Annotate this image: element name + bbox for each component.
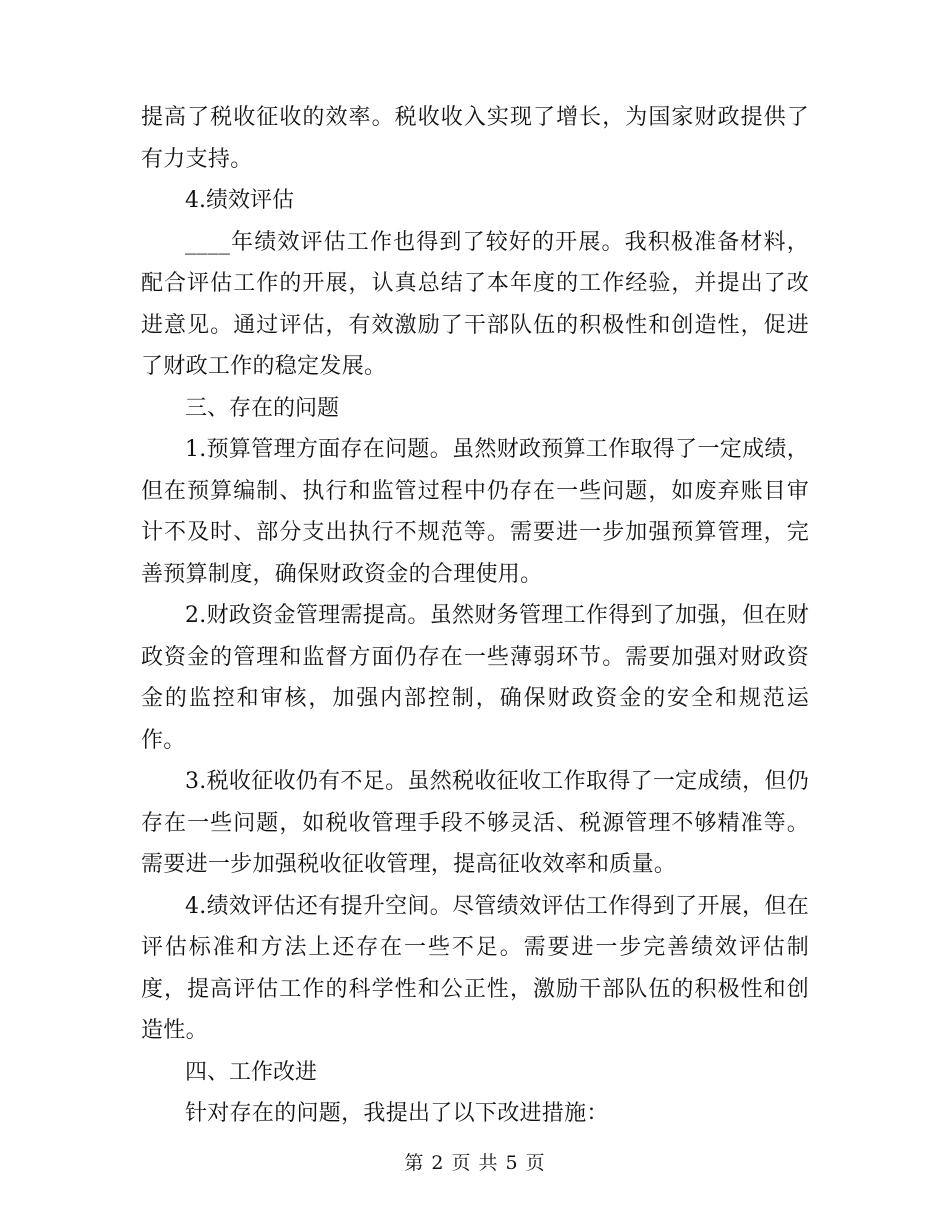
paragraph-budget-management-problem: 1.预算管理方面存在问题。虽然财政预算工作取得了一定成绩，但在预算编制、执行和监管过程中仍存在一些问题，如废弃账目审计不及时、部分支出执行不规范等。需要进一步加强预算管理，完善预算制度，确保财政资金的合理使用。: [141, 437, 809, 587]
paragraph-tax-efficiency: 提高了税收征收的效率。税收收入实现了增长，为国家财政提供了有力支持。: [141, 105, 809, 172]
paragraph-performance-evaluation-problem: 4.绩效评估还有提升空间。尽管绩效评估工作得到了开展，但在评估标准和方法上还存在一些不足。需要进一步完善绩效评估制度，提高评估工作的科学性和公正性，激励干部队伍的积极性和创造性。: [141, 893, 809, 1043]
paragraph-tax-collection-problem: 3.税收征收仍有不足。虽然税收征收工作取得了一定成绩，但仍存在一些问题，如税收管理手段不够灵活、税源管理不够精准等。需要进一步加强税收征收管理，提高征收效率和质量。: [141, 769, 809, 877]
subheading-performance-evaluation: 4.绩效评估: [185, 188, 294, 213]
page-number-footer: 第 2 页 共 5 页: [404, 1152, 546, 1174]
paragraph-fund-management-problem: 2.财政资金管理需提高。虽然财务管理工作得到了加强，但在财政资金的管理和监督方面仍存在一些薄弱环节。需要加强对财政资金的监控和审核，加强内部控制，确保财政资金的安全和规范运作。: [141, 603, 809, 753]
paragraph-improvement-intro: 针对存在的问题，我提出了以下改进措施：: [185, 1101, 609, 1126]
section-heading-existing-problems: 三、存在的问题: [185, 395, 340, 421]
paragraph-performance-evaluation: ____年绩效评估工作也得到了较好的开展。我积极准备材料，配合评估工作的开展，认真总结了本年度的工作经验，并提出了改进意见。通过评估，有效激励了干部队伍的积极性和创造性，促进了财政工作的稳定发展。: [141, 229, 809, 379]
section-heading-work-improvement: 四、工作改进: [185, 1059, 318, 1085]
document-body: [141, 97, 809, 1135]
